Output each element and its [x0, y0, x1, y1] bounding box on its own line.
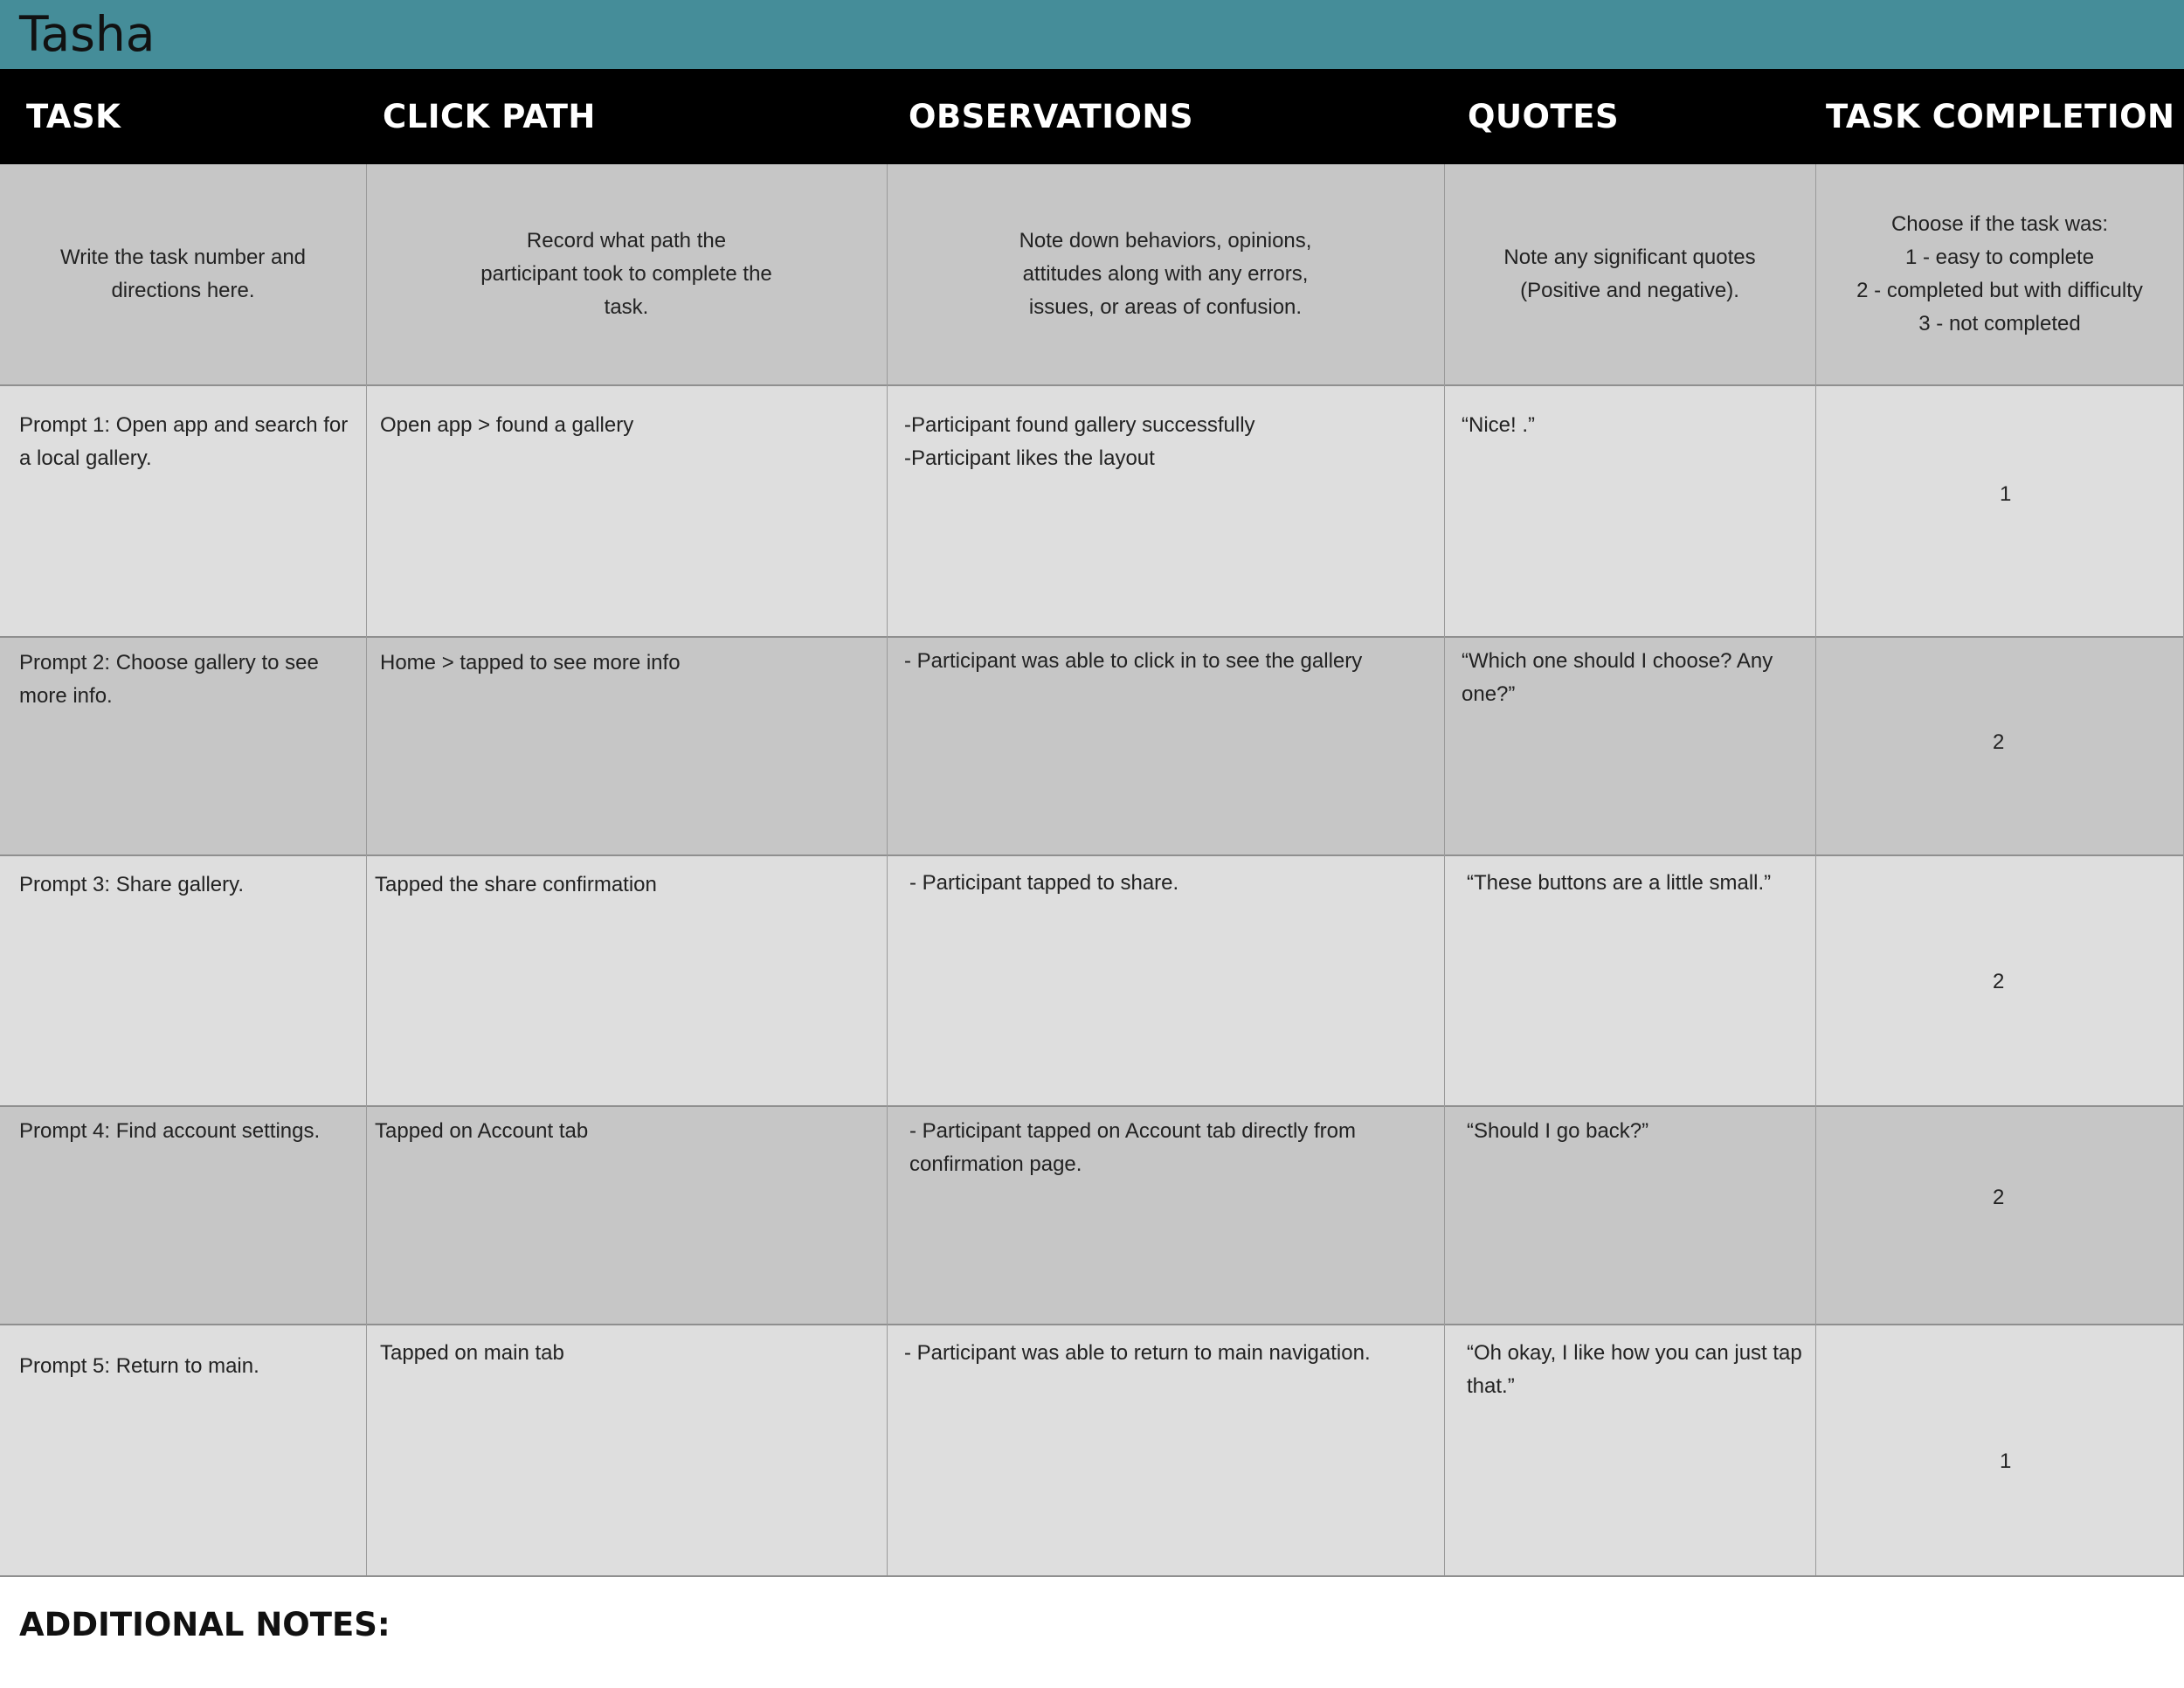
- guidance-task-completion-text: Choose if the task was: 1 - easy to complete 2 - completed but with difficulty 3 - not completed: [1856, 212, 2143, 336]
- header-task-completion: TASK COMPLETION: [1826, 98, 2175, 135]
- click-path-cell: Tapped on Account tab: [375, 1119, 589, 1143]
- table-row: [0, 856, 2184, 1107]
- column-divider: [1444, 164, 1445, 1577]
- guidance-click-path: [366, 164, 887, 384]
- click-path-cell: Tapped the share confirmation: [375, 873, 657, 896]
- column-divider: [1815, 164, 1816, 1577]
- header-quotes: QUOTES: [1468, 98, 1620, 135]
- quote-cell: “Nice! .”: [1462, 413, 1535, 437]
- table-row: [0, 1325, 2184, 1577]
- task-cell: Prompt 5: Return to main.: [19, 1354, 259, 1378]
- header-observations: OBSERVATIONS: [909, 98, 1194, 135]
- table-row: [0, 386, 2184, 638]
- quote-cell: “Should I go back?”: [1467, 1119, 1649, 1143]
- column-divider: [366, 164, 367, 1577]
- guidance-task-text: Write the task number and directions here.: [59, 246, 307, 302]
- header-click-path: CLICK PATH: [383, 98, 596, 135]
- task-cell: Prompt 1: Open app and search for a local gallery.: [19, 413, 349, 470]
- task-cell: Prompt 4: Find account settings.: [19, 1119, 321, 1143]
- column-divider: [887, 164, 888, 1577]
- header-task: TASK: [26, 98, 121, 135]
- task-cell: Prompt 3: Share gallery.: [19, 873, 245, 896]
- table-header: [0, 69, 2184, 164]
- completion-cell: 2: [1993, 730, 2005, 754]
- guidance-quotes: [1444, 164, 1815, 384]
- observations-cell: - Participant tapped to share.: [909, 871, 1179, 895]
- guidance-task-completion: [1815, 164, 2184, 384]
- completion-cell: 1: [2000, 1449, 2012, 1473]
- click-path-cell: Tapped on main tab: [380, 1341, 564, 1365]
- guidance-observations-text: Note down behaviors, opinions, attitudes along with any errors, issues, or areas of confusion.: [1019, 229, 1312, 319]
- table-row: [0, 1107, 2184, 1325]
- completion-cell: 2: [1993, 970, 2005, 993]
- guidance-observations: [887, 164, 1444, 384]
- observations-cell: - Participant was able to return to main navigation.: [904, 1341, 1371, 1365]
- observations-cell: -Participant found gallery successfully -Participant likes the layout: [904, 413, 1255, 470]
- quote-cell: “Which one should I choose? Any one?”: [1462, 649, 1773, 706]
- additional-notes-label: ADDITIONAL NOTES:: [19, 1606, 390, 1643]
- click-path-cell: Home > tapped to see more info: [380, 651, 681, 675]
- completion-cell: 2: [1993, 1186, 2005, 1209]
- participant-name: Tasha: [19, 6, 156, 62]
- task-cell: Prompt 2: Choose gallery to see more info.: [19, 651, 319, 708]
- title-bar: [0, 0, 2184, 69]
- completion-cell: 1: [2000, 482, 2012, 506]
- observations-cell: - Participant was able to click in to see the gallery: [904, 649, 1363, 673]
- quote-cell: “Oh okay, I like how you can just tap that.”: [1467, 1341, 1802, 1398]
- guidance-row: [0, 164, 2184, 386]
- click-path-cell: Open app > found a gallery: [380, 413, 634, 437]
- table-bottom-border: [0, 1575, 2184, 1577]
- guidance-quotes-text: Note any significant quotes (Positive and negative).: [1503, 246, 1756, 302]
- quote-cell: “These buttons are a little small.”: [1467, 871, 1772, 895]
- table-row: [0, 638, 2184, 856]
- guidance-task: [0, 164, 366, 384]
- observations-cell: - Participant tapped on Account tab directly from confirmation page.: [909, 1119, 1356, 1176]
- guidance-click-path-text: Record what path the participant took to complete the task.: [480, 229, 772, 319]
